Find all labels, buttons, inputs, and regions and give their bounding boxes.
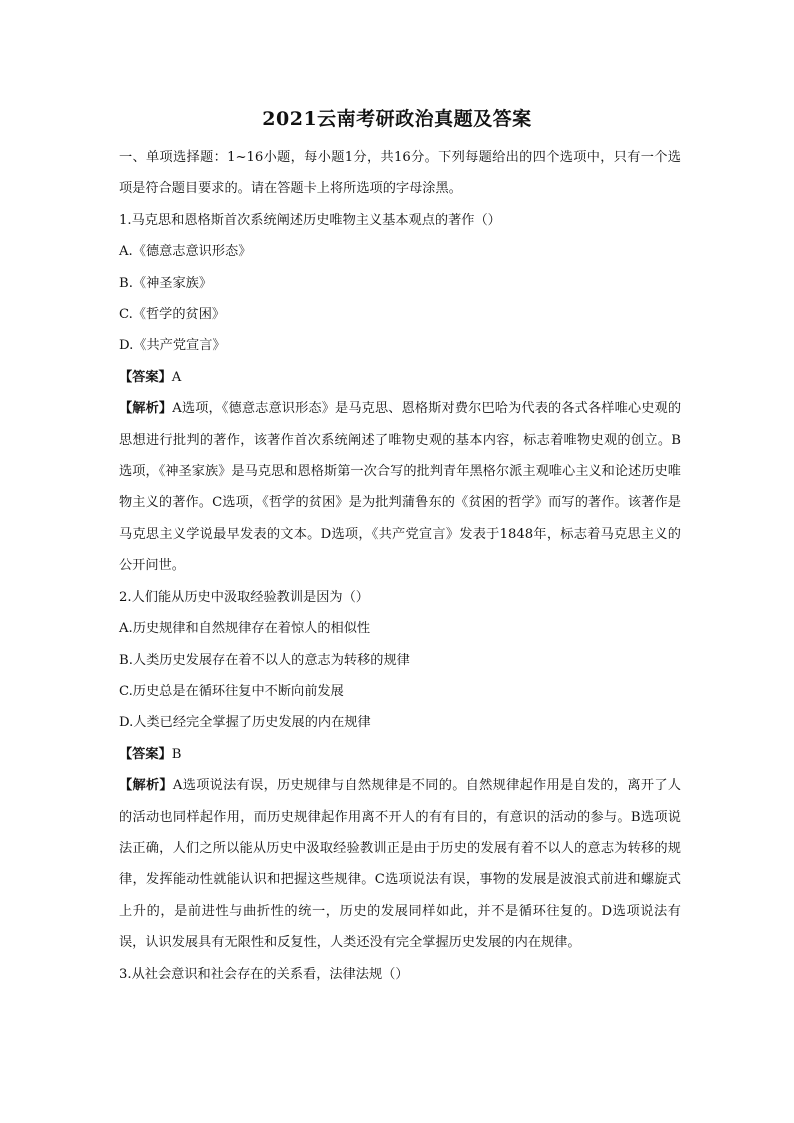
- analysis-tag: 【解析】: [119, 401, 173, 417]
- answer-line: [119, 739, 681, 770]
- option-a: A.《德意志意识形态》: [119, 244, 252, 260]
- analysis-paragraph: [119, 770, 681, 958]
- answer-value: B: [171, 746, 182, 762]
- option-a: A.历史规律和自然规律存在着惊人的相似性: [119, 621, 371, 637]
- analysis-text: A选项说法有误，历史规律与自然规律是不同的。自然规律起作用是自发的，离开了人的活动也同样起作用，而历史规律起作用离不开人的有有目的，有意识的活动的参与。B选项说法正确，人们之所以能从历史中汲取经验教训正是由于历史的发展有着不以人的意志为转移的规律，发挥能动性就能认识和把握这些规律。C选项说法有误，事物的发展是波浪式前进和螺旋式上升的，是前进性与曲折性的统一，历史的发展同样如此，并不是循环往复的。D选项说法有误，认识发展具有无限性和反复性，人类还没有完全掌握历史发展的内在规律。: [119, 778, 681, 951]
- answer-value: A: [171, 369, 182, 385]
- analysis-paragraph: [119, 393, 681, 581]
- question-stem: 2.人们能从历史中汲取经验教训是因为（）: [119, 589, 369, 605]
- answer-line: [119, 362, 681, 393]
- question-3: [119, 959, 681, 990]
- analysis-tag: 【解析】: [119, 778, 173, 794]
- option-b: B.人类历史发展存在着不以人的意志为转移的规律: [119, 652, 410, 668]
- option-b: B.《神圣家族》: [119, 275, 213, 291]
- document-title: 2021云南考研政治真题及答案: [262, 108, 532, 130]
- analysis-text: A选项，《德意志意识形态》是马克思、恩格斯对费尔巴哈为代表的各式各样唯心史观的思想进行批判的著作，该著作首次系统阐述了唯物史观的基本内容，标志着唯物史观的创立。B选项，《神圣家族》是马克思和恩格斯第一次合写的批判青年黑格尔派主观唯心主义和论述历史唯物主义的著作。C选项，《哲学的贫困》是为批判蒲鲁东的《贫困的哲学》而写的著作。该著作是马克思主义学说最早发表的文本。D选项，《共产党宣言》发表于1848年，标志着马克思主义的公开问世。: [119, 401, 682, 574]
- answer-tag: 【答案】: [119, 746, 172, 762]
- option-c: C.历史总是在循环往复中不断向前发展: [119, 683, 344, 699]
- answer-tag: 【答案】: [119, 369, 172, 385]
- question-2: [119, 582, 681, 959]
- document-body: [119, 142, 681, 990]
- option-c: C.《哲学的贫困》: [119, 307, 226, 323]
- question-stem: 3.从社会意识和社会存在的关系看，法律法规（）: [119, 966, 409, 982]
- section-intro: 一、单项选择题：1~16小题，每小题1分，共16分。下列每题给出的四个选项中，只有一个选项是符合题目要求的。请在答题卡上将所选项的字母涂黑。: [119, 150, 681, 197]
- option-d: D.《共产党宣言》: [119, 338, 226, 354]
- option-d: D.人类已经完全掌握了历史发展的内在规律: [119, 715, 371, 731]
- question-stem: 1.马克思和恩格斯首次系统阐述历史唯物主义基本观点的著作（）: [119, 212, 501, 228]
- question-1: [119, 205, 681, 582]
